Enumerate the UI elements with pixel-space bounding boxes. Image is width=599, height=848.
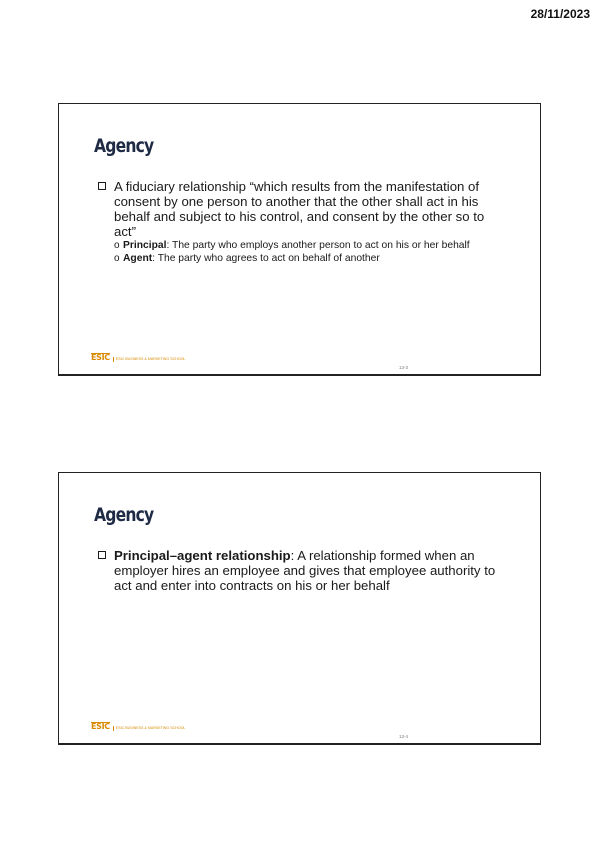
definition-principal: : The party who employs another person to act on his or her behalf [166, 240, 470, 251]
bullet-text: : A relationship formed when an employer hires an employee and gives that employee authority to act and enter into contracts on his or her behalf [114, 548, 496, 593]
circle-bullet-icon: o [114, 253, 120, 264]
logo-tagline: ESIC BUSINESS & MARKETING SCHOOL [113, 357, 186, 362]
slide-number: 13-4 [399, 734, 409, 739]
checkbox-square-icon [98, 182, 106, 190]
esic-logo [91, 353, 185, 362]
logo-tagline: ESIC BUSINESS & MARKETING SCHOOL [113, 726, 186, 731]
slide-1 [58, 103, 541, 376]
sub-item-principal [114, 240, 509, 251]
page-date: 28/11/2023 [530, 7, 590, 21]
bullet-text: A fiduciary relationship “which results from the manifestation of consent by one person to another that the other shall act in his behalf and subject to his control, and consent by the other so to act” [114, 179, 485, 239]
circle-bullet-icon: o [114, 240, 120, 251]
slide-2 [58, 472, 541, 745]
bullet-item [97, 179, 509, 239]
definition-agent: : The party who agrees to act on behalf of another [152, 253, 380, 264]
term-agent: Agent [123, 253, 153, 264]
bullet-item [97, 548, 509, 593]
slide-content [97, 548, 509, 593]
sub-item-agent [114, 253, 509, 264]
sub-list [114, 240, 509, 264]
slide-content [97, 179, 509, 266]
slide-title: Agency [94, 504, 154, 526]
bullet-term: Principal–agent relationship [114, 548, 291, 563]
term-principal: Principal [123, 240, 167, 251]
esic-logo [91, 722, 185, 731]
checkbox-square-icon [98, 551, 106, 559]
logo-mark: ESIC [91, 722, 110, 731]
logo-mark: ESIC [91, 353, 110, 362]
slide-number: 13-3 [399, 365, 409, 370]
slide-title: Agency [94, 135, 154, 157]
